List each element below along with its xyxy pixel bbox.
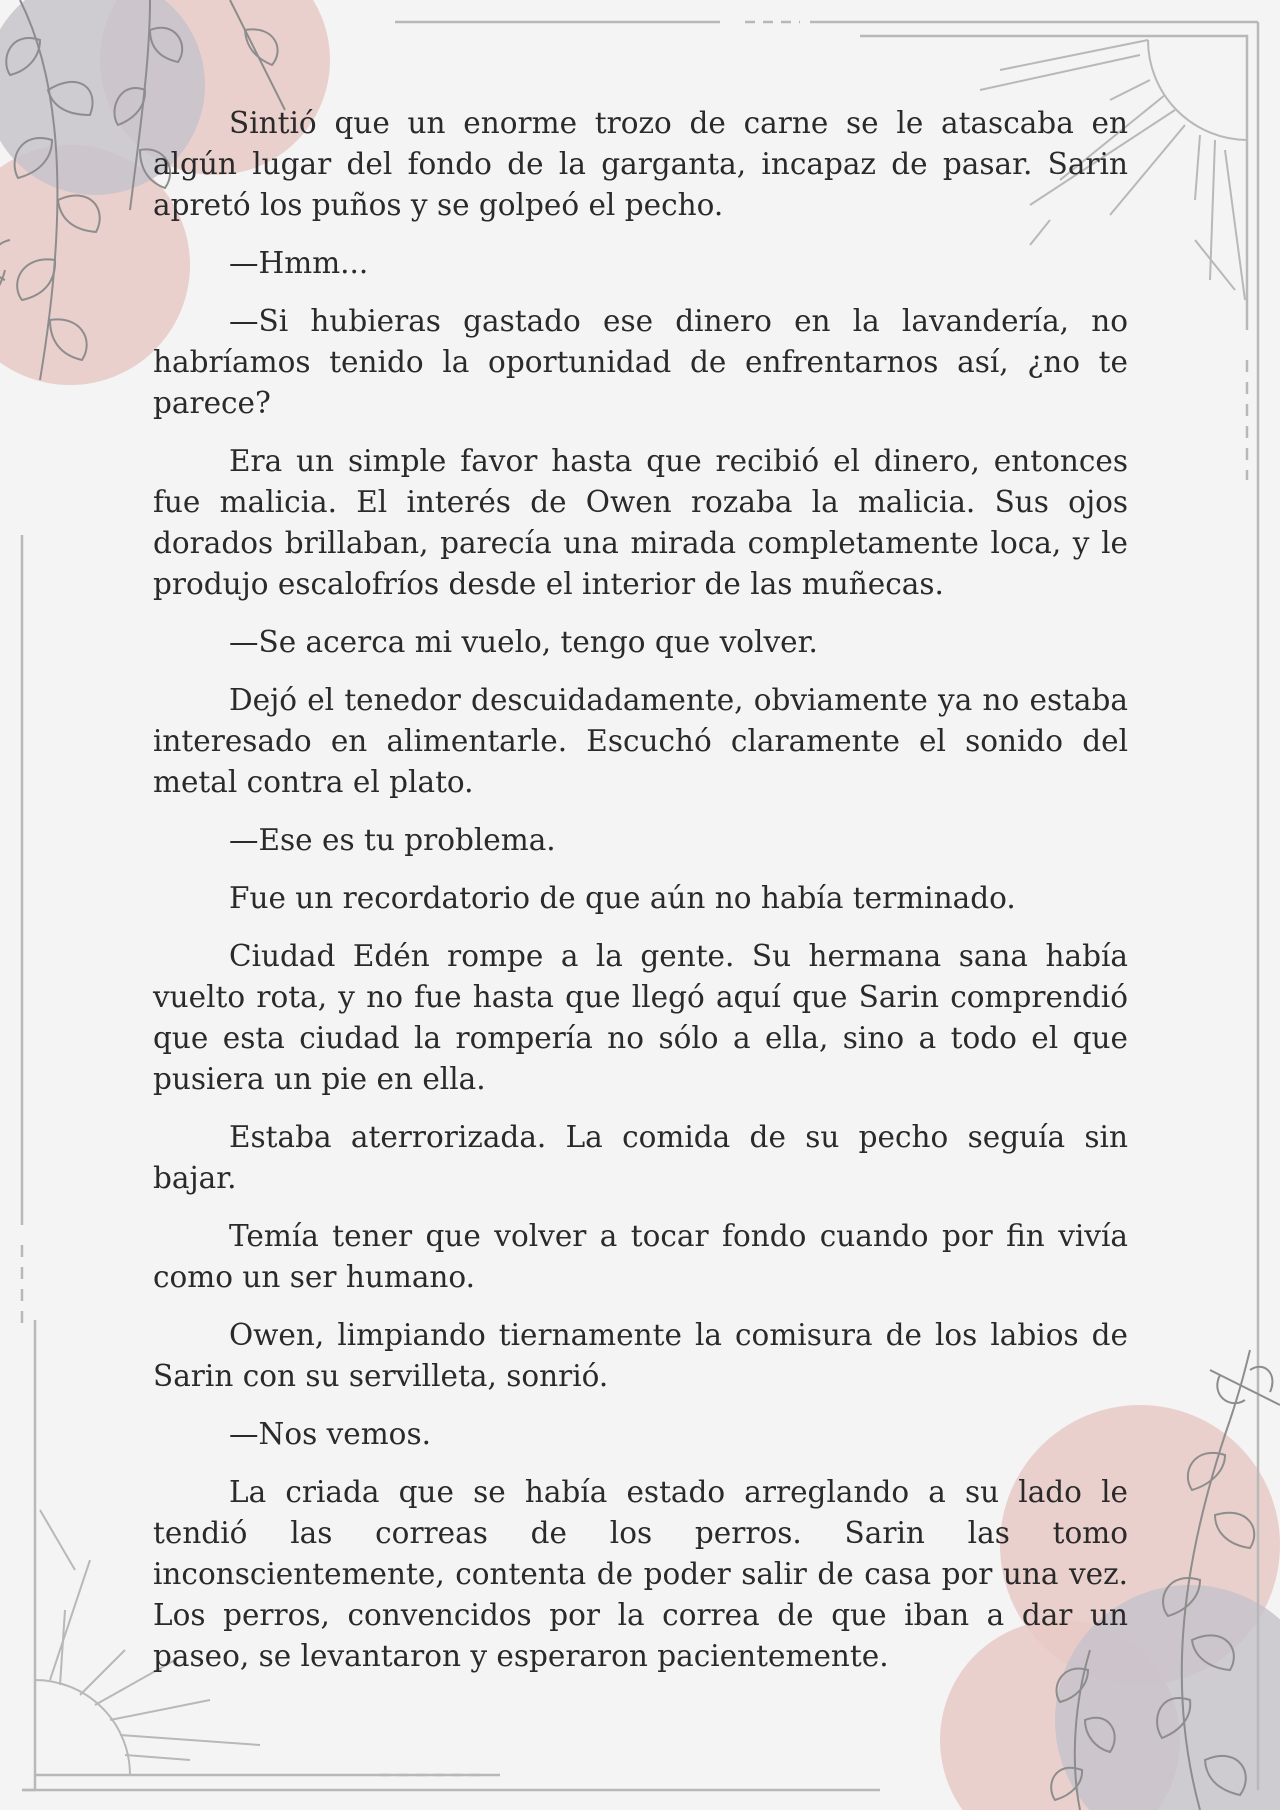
- paragraph-3: —Si hubieras gastado ese dinero en la lavandería, no habríamos tenido la oportunidad de enfrentarnos así, ¿no te parece?: [153, 304, 1128, 420]
- paragraph-11: Temía tener que volver a tocar fondo cuando por fin vivía como un ser humano.: [153, 1219, 1128, 1294]
- paragraph-12: Owen, limpiando tiernamente la comisura de los labios de Sarin con su servilleta, sonrió.: [153, 1318, 1128, 1393]
- paragraph-5: —Se acerca mi vuelo, tengo que volver.: [229, 625, 818, 659]
- paragraph-9: Ciudad Edén rompe a la gente. Su hermana sana había vuelto rota, y no fue hasta que llegó aquí que Sarin comprendió que esta ciudad la rompería no sólo a ella, sino a todo el que pusiera un pie en ella.: [153, 939, 1128, 1096]
- page-body: [153, 103, 1128, 1694]
- paragraph-4: Era un simple favor hasta que recibió el dinero, entonces fue malicia. El interés de Owen rozaba la malicia. Sus ojos dorados brillaban, parecía una mirada completamente loca, y le produjo escalofríos desde el interior de las muñecas.: [153, 444, 1128, 601]
- paragraph-6: Dejó el tenedor descuidadamente, obviamente ya no estaba interesado en alimentarle. Escuchó claramente el sonido del metal contra el plato.: [153, 683, 1128, 799]
- paragraph-2: —Hmm...: [229, 246, 369, 280]
- paragraph-1: Sintió que un enorme trozo de carne se le atascaba en algún lugar del fondo de la garganta, incapaz de pasar. Sarin apretó los puños y se golpeó el pecho.: [153, 106, 1128, 222]
- paragraph-7: —Ese es tu problema.: [229, 823, 556, 857]
- paragraph-10: Estaba aterrorizada. La comida de su pecho seguía sin bajar.: [153, 1120, 1128, 1195]
- paragraph-14: La criada que se había estado arreglando a su lado le tendió las correas de los perros. Sarin las tomo inconscientemente, contenta de poder salir de casa por una vez. Los perros, convencidos por la correa de que iban a dar un paseo, se levantaron y esperaron pacientemente.: [153, 1475, 1128, 1673]
- paragraph-8: Fue un recordatorio de que aún no había terminado.: [229, 881, 1016, 915]
- paragraph-13: —Nos vemos.: [229, 1417, 431, 1451]
